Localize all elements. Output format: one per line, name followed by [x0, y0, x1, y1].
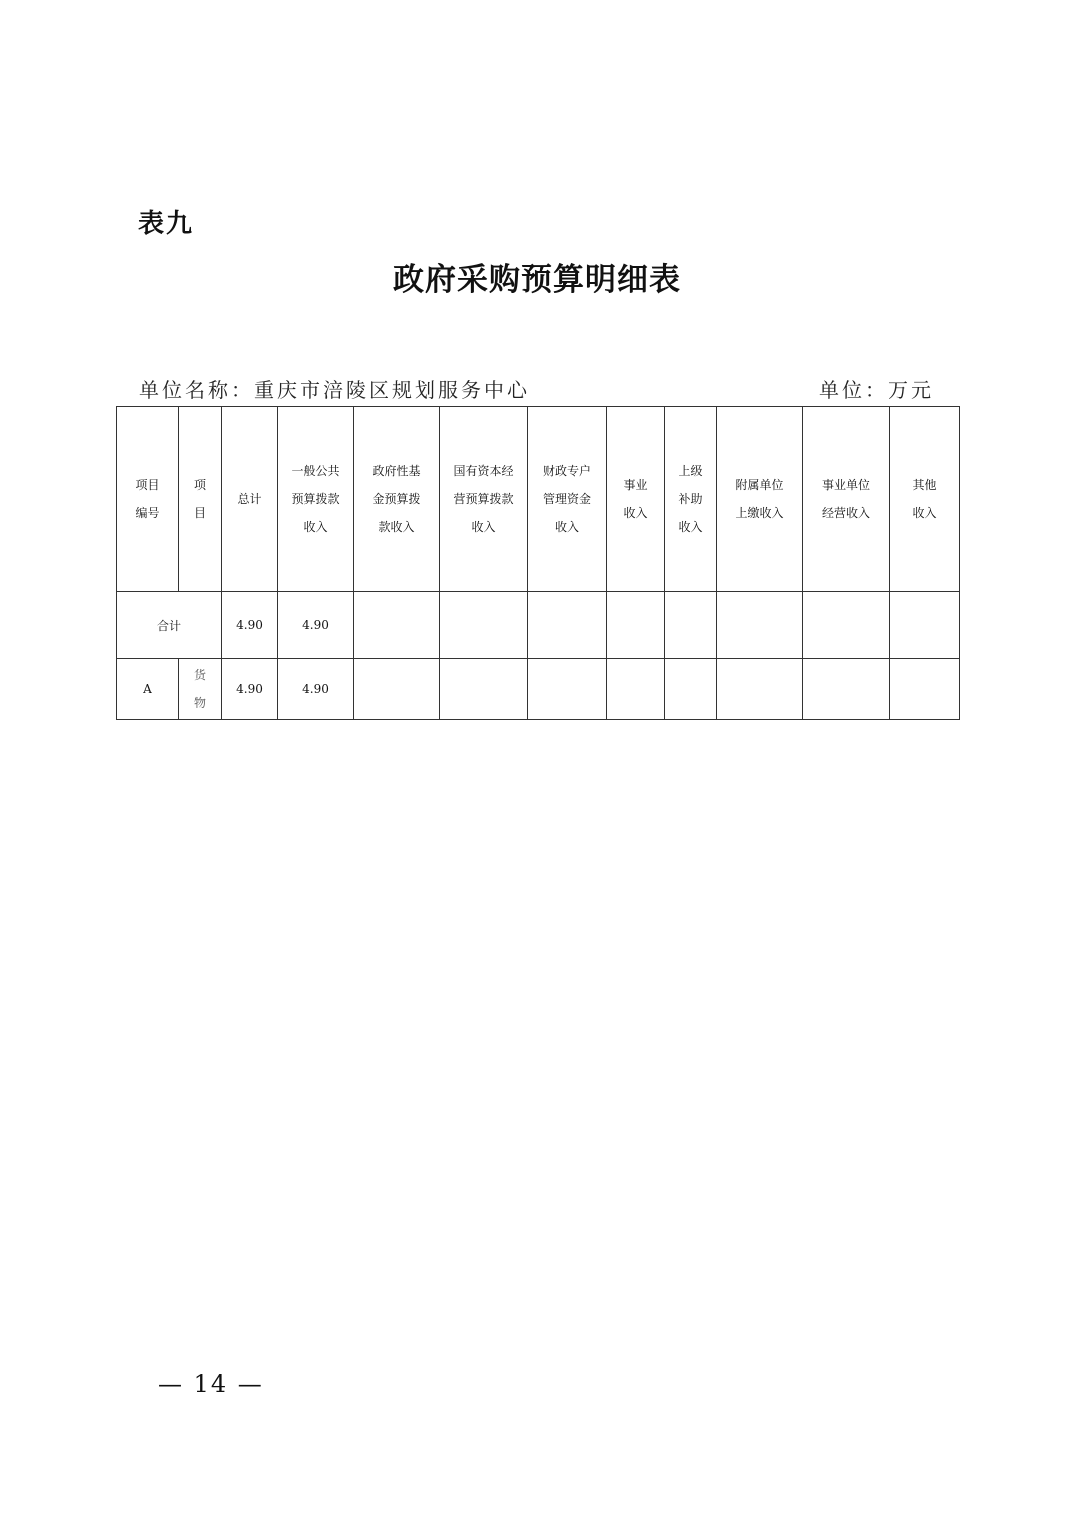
empty-cell [354, 659, 440, 720]
empty-cell [607, 592, 665, 659]
header-general-budget: 一般公共 预算拨款 收入 [278, 407, 354, 592]
table-header-row [117, 407, 960, 592]
row-general-budget: 4.90 [278, 659, 354, 720]
header-fiscal-special-account: 财政专户 管理资金 收入 [528, 407, 607, 592]
empty-cell [607, 659, 665, 720]
table-total-row [117, 592, 960, 659]
empty-cell [665, 659, 717, 720]
total-value: 4.90 [222, 592, 278, 659]
table-label: 表九 [138, 209, 195, 239]
header-government-fund: 政府性基 金预算拨 款收入 [354, 407, 440, 592]
empty-cell [440, 592, 528, 659]
row-total: 4.90 [222, 659, 278, 720]
header-project-code: 项目 编号 [117, 407, 179, 592]
empty-cell [803, 592, 890, 659]
empty-cell [528, 592, 607, 659]
header-affiliated-unit: 附属单位 上缴收入 [717, 407, 803, 592]
empty-cell [717, 659, 803, 720]
empty-cell [803, 659, 890, 720]
header-total: 总计 [222, 407, 278, 592]
row-item: 货 物 [179, 659, 222, 720]
header-superior-subsidy: 上级 补助 收入 [665, 407, 717, 592]
row-code: A [117, 659, 179, 720]
header-state-capital: 国有资本经 营预算拨款 收入 [440, 407, 528, 592]
empty-cell [440, 659, 528, 720]
procurement-budget-table [116, 406, 960, 720]
page-title: 政府采购预算明细表 [393, 262, 681, 298]
header-project: 项 目 [179, 407, 222, 592]
empty-cell [528, 659, 607, 720]
empty-cell [717, 592, 803, 659]
empty-cell [890, 592, 960, 659]
empty-cell [665, 592, 717, 659]
total-label: 合计 [117, 592, 222, 659]
unit-currency-label: 单位：万元 [819, 378, 934, 402]
header-business-income: 事业 收入 [607, 407, 665, 592]
table-row [117, 659, 960, 720]
empty-cell [354, 592, 440, 659]
total-general-budget: 4.90 [278, 592, 354, 659]
unit-name-label: 单位名称：重庆市涪陵区规划服务中心 [139, 378, 530, 402]
empty-cell [890, 659, 960, 720]
header-other-income: 其他 收入 [890, 407, 960, 592]
page-number: — 14 — [158, 1370, 264, 1398]
header-operating-income: 事业单位 经营收入 [803, 407, 890, 592]
